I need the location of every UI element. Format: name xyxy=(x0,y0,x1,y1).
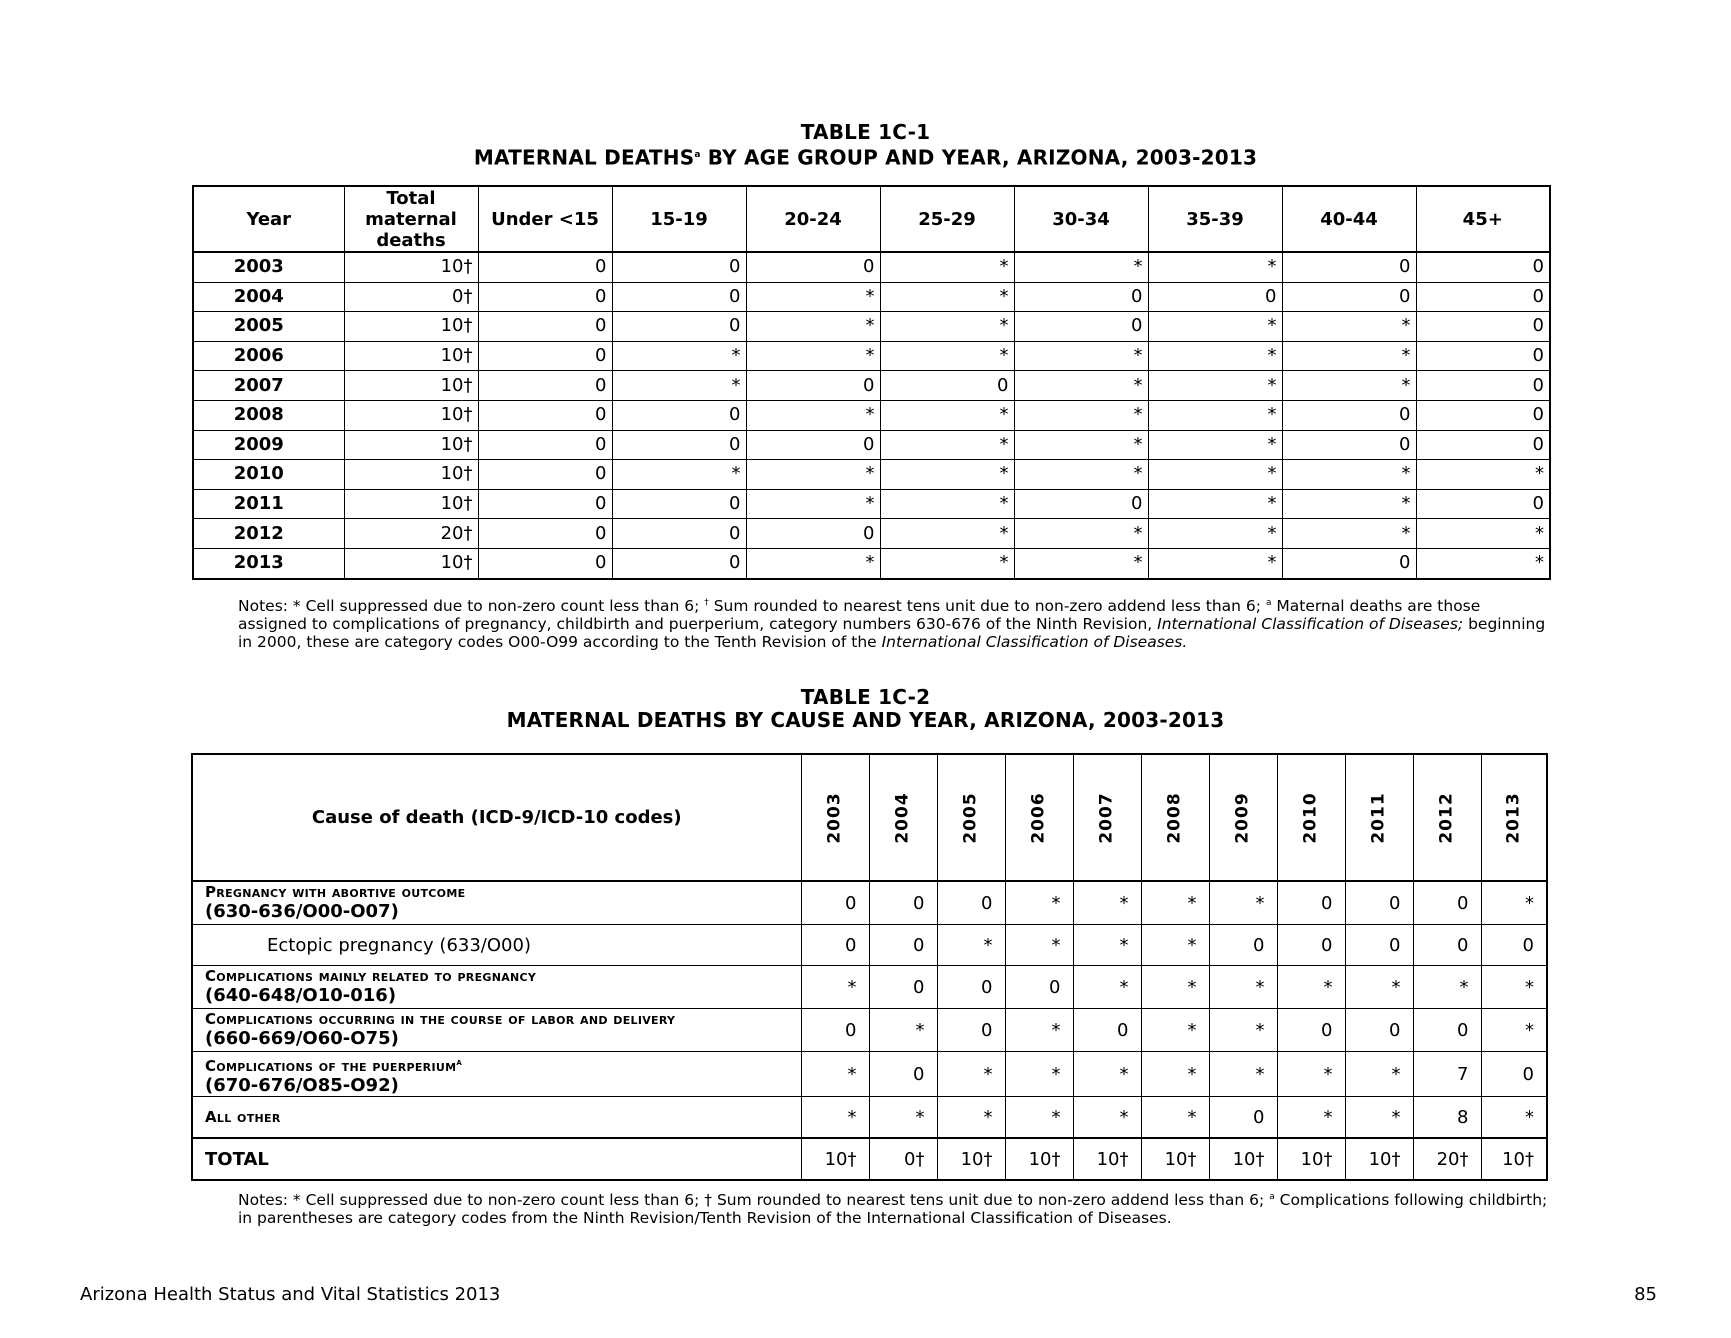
table-cell: * xyxy=(746,460,880,490)
table-cell: 0 xyxy=(801,881,869,925)
total-cell: 10† xyxy=(1005,1138,1073,1180)
table-cell: 0 xyxy=(478,548,612,578)
table-cell: 10† xyxy=(344,341,478,371)
row-year: 2012 xyxy=(193,519,344,549)
cause-label: Complications occurring in the course of labor and delivery (660-669/O60-O75) xyxy=(192,1009,801,1052)
cause-label: Complications mainly related to pregnancy (640-648/O10-016) xyxy=(192,966,801,1009)
year-column-header: 2009 xyxy=(1209,754,1277,881)
table-cell: 0 xyxy=(937,881,1005,925)
cause-label: All other xyxy=(192,1097,801,1139)
table-cell: 0 xyxy=(478,489,612,519)
table-cell: 0 xyxy=(1416,489,1550,519)
total-cell: 10† xyxy=(1209,1138,1277,1180)
table1 xyxy=(192,185,1551,580)
row-year: 2005 xyxy=(193,312,344,342)
table-cell: 0 xyxy=(801,1009,869,1052)
table-cell: * xyxy=(1148,548,1282,578)
table-row xyxy=(193,371,1550,401)
table-cell: 10† xyxy=(344,548,478,578)
table-cell: 0 xyxy=(1277,925,1345,966)
table-cell: * xyxy=(1481,1097,1547,1139)
table-cell: 0 xyxy=(612,548,746,578)
table-cell: * xyxy=(612,341,746,371)
table-cell: * xyxy=(801,1052,869,1097)
table-cell: * xyxy=(612,371,746,401)
table-cell: * xyxy=(937,925,1005,966)
table-cell: 0 xyxy=(612,400,746,430)
table-cell: 0 xyxy=(612,519,746,549)
table-cell: 0 xyxy=(1282,400,1416,430)
table-cell: 0 xyxy=(612,430,746,460)
table-cell: * xyxy=(1005,925,1073,966)
table1-col-header: 30-34 xyxy=(1014,186,1148,252)
table-cell: * xyxy=(1148,430,1282,460)
table-cell: * xyxy=(1014,400,1148,430)
table-cell: * xyxy=(1005,1052,1073,1097)
table-row xyxy=(193,282,1550,312)
table-cell: * xyxy=(880,489,1014,519)
table-cell: * xyxy=(869,1009,937,1052)
table-cell: 0 xyxy=(1345,881,1413,925)
table-cell: 0 xyxy=(612,282,746,312)
cause-label: Pregnancy with abortive outcome (630-636/O00-O07) xyxy=(192,881,801,925)
table-cell: * xyxy=(1282,341,1416,371)
table-cell: * xyxy=(1416,548,1550,578)
table-cell: * xyxy=(1073,881,1141,925)
total-row xyxy=(192,1138,1547,1180)
table-cell: * xyxy=(1141,881,1209,925)
table-cell: * xyxy=(1141,1009,1209,1052)
table-cell: * xyxy=(1481,1009,1547,1052)
table-cell: * xyxy=(1277,1052,1345,1097)
table-cell: * xyxy=(1282,489,1416,519)
table-cell: 0 xyxy=(1282,252,1416,282)
cause-label: Ectopic pregnancy (633/O00) xyxy=(192,925,801,966)
table-cell: * xyxy=(1148,252,1282,282)
table-row xyxy=(192,1097,1547,1139)
table-cell: * xyxy=(1014,371,1148,401)
table-row xyxy=(193,312,1550,342)
table-cell: 0 xyxy=(746,519,880,549)
table-cell: * xyxy=(1481,966,1547,1009)
table-cell: * xyxy=(880,430,1014,460)
table-cell: 0 xyxy=(1282,282,1416,312)
total-cell: 20† xyxy=(1413,1138,1481,1180)
table-cell: * xyxy=(801,966,869,1009)
table-cell: * xyxy=(1345,966,1413,1009)
table-cell: 0 xyxy=(478,430,612,460)
table-cell: 7 xyxy=(1413,1052,1481,1097)
table-cell: 0 xyxy=(1416,312,1550,342)
cause-column-header: Cause of death (ICD-9/ICD-10 codes) xyxy=(192,754,801,881)
table-cell: * xyxy=(612,460,746,490)
table-cell: 0 xyxy=(869,1052,937,1097)
year-column-header: 2005 xyxy=(937,754,1005,881)
table-cell: 0 xyxy=(612,312,746,342)
table-cell: 0 xyxy=(478,519,612,549)
table1-col-header: Under <15 xyxy=(478,186,612,252)
table-row xyxy=(192,881,1547,925)
table-cell: 10† xyxy=(344,312,478,342)
table-cell: * xyxy=(1014,460,1148,490)
table-cell: * xyxy=(1481,881,1547,925)
row-year: 2009 xyxy=(193,430,344,460)
table-cell: * xyxy=(880,282,1014,312)
table-cell: * xyxy=(1345,1052,1413,1097)
year-column-header: 2007 xyxy=(1073,754,1141,881)
table-cell: 0 xyxy=(937,1009,1005,1052)
table1-label: TABLE 1C-1 xyxy=(800,120,931,144)
table-cell: * xyxy=(1148,400,1282,430)
table-cell: * xyxy=(1416,460,1550,490)
year-column-header: 2003 xyxy=(801,754,869,881)
table-cell: * xyxy=(746,400,880,430)
table-cell: * xyxy=(1148,312,1282,342)
table-cell: 0 xyxy=(1416,341,1550,371)
table-row xyxy=(192,1052,1547,1097)
table-row xyxy=(193,400,1550,430)
table-cell: 0 xyxy=(1073,1009,1141,1052)
table-cell: 0 xyxy=(869,925,937,966)
table-row xyxy=(192,1009,1547,1052)
table-cell: 0 xyxy=(869,881,937,925)
table-row xyxy=(192,925,1547,966)
table-cell: 0 xyxy=(1005,966,1073,1009)
table-cell: 10† xyxy=(344,489,478,519)
table-cell: * xyxy=(880,312,1014,342)
table-cell: 0 xyxy=(1481,1052,1547,1097)
table-cell: * xyxy=(1345,1097,1413,1139)
table-cell: 0 xyxy=(746,430,880,460)
table-cell: * xyxy=(1282,312,1416,342)
table1-col-header: Total maternal deaths xyxy=(344,186,478,252)
table-cell: 0 xyxy=(478,371,612,401)
table-cell: 0 xyxy=(612,252,746,282)
footer-title: Arizona Health Status and Vital Statistics 2013 xyxy=(80,1284,501,1305)
table-cell: 10† xyxy=(344,400,478,430)
table1-col-header: 20-24 xyxy=(746,186,880,252)
table-cell: 0 xyxy=(1413,1009,1481,1052)
table-cell: * xyxy=(801,1097,869,1139)
table-cell: 0 xyxy=(1209,1097,1277,1139)
table-cell: 10† xyxy=(344,371,478,401)
table-cell: 0 xyxy=(478,282,612,312)
table-cell: * xyxy=(880,400,1014,430)
table1-col-header: 45+ xyxy=(1416,186,1550,252)
table-cell: * xyxy=(880,548,1014,578)
total-cell: 10† xyxy=(1073,1138,1141,1180)
total-cell: 10† xyxy=(937,1138,1005,1180)
total-label: TOTAL xyxy=(192,1138,801,1180)
table-cell: * xyxy=(1014,548,1148,578)
table1-col-header: 15-19 xyxy=(612,186,746,252)
row-year: 2004 xyxy=(193,282,344,312)
table-cell: 0 xyxy=(1014,312,1148,342)
table-cell: * xyxy=(1014,252,1148,282)
table-row xyxy=(193,252,1550,282)
table2 xyxy=(191,753,1548,1181)
table-cell: * xyxy=(880,519,1014,549)
cause-label: Complications of the puerperium$^a$ (670-676/O85-O92) xyxy=(192,1052,801,1097)
table1-col-header: 25-29 xyxy=(880,186,1014,252)
table-cell: * xyxy=(1148,489,1282,519)
row-year: 2003 xyxy=(193,252,344,282)
table-cell: * xyxy=(880,460,1014,490)
table-cell: 0 xyxy=(801,925,869,966)
table-cell: * xyxy=(1416,519,1550,549)
table-cell: 0 xyxy=(1416,282,1550,312)
table-row xyxy=(193,341,1550,371)
table-cell: * xyxy=(1282,519,1416,549)
table-cell: * xyxy=(1073,1052,1141,1097)
table-cell: * xyxy=(1141,1097,1209,1139)
table-cell: 0 xyxy=(1416,430,1550,460)
year-column-header: 2010 xyxy=(1277,754,1345,881)
table-cell: 0 xyxy=(746,252,880,282)
year-column-header: 2004 xyxy=(869,754,937,881)
row-year: 2011 xyxy=(193,489,344,519)
total-cell: 0† xyxy=(869,1138,937,1180)
table-cell: 0 xyxy=(478,252,612,282)
table-cell: 0† xyxy=(344,282,478,312)
table-cell: * xyxy=(869,1097,937,1139)
table-cell: 0 xyxy=(1282,430,1416,460)
table-cell: 0 xyxy=(937,966,1005,1009)
table-cell: 0 xyxy=(1345,925,1413,966)
table-cell: 0 xyxy=(1345,1009,1413,1052)
table-cell: 0 xyxy=(478,460,612,490)
table-cell: 0 xyxy=(478,400,612,430)
table1-col-header: 40-44 xyxy=(1282,186,1416,252)
table-cell: * xyxy=(937,1052,1005,1097)
table2-notes: Notes: * Cell suppressed due to non-zero count less than 6; † Sum rounded to nearest tens unit due to non-zero addend less than 6; $^a$ Complications following childbirth; in parentheses are category codes from the Ninth Revision/Tenth Revision of the International Classification of Diseases. xyxy=(238,1191,1548,1228)
table-cell: * xyxy=(1073,1097,1141,1139)
year-column-header: 2011 xyxy=(1345,754,1413,881)
table-cell: 10† xyxy=(344,460,478,490)
table-cell: 0 xyxy=(1413,925,1481,966)
table-cell: 0 xyxy=(1148,282,1282,312)
table-cell: 0 xyxy=(1014,282,1148,312)
row-year: 2006 xyxy=(193,341,344,371)
table-cell: * xyxy=(1277,1097,1345,1139)
total-cell: 10† xyxy=(801,1138,869,1180)
table-cell: 20† xyxy=(344,519,478,549)
table-cell: 0 xyxy=(1413,881,1481,925)
table-cell: * xyxy=(746,282,880,312)
table-cell: 0 xyxy=(1282,548,1416,578)
table-cell: * xyxy=(1073,925,1141,966)
table-cell: * xyxy=(1005,881,1073,925)
table-cell: 0 xyxy=(880,371,1014,401)
table-cell: * xyxy=(1277,966,1345,1009)
total-cell: 10† xyxy=(1141,1138,1209,1180)
table-cell: * xyxy=(1209,1052,1277,1097)
table-cell: 8 xyxy=(1413,1097,1481,1139)
table-cell: 0 xyxy=(1416,400,1550,430)
table-row xyxy=(193,519,1550,549)
year-column-header: 2008 xyxy=(1141,754,1209,881)
table-cell: 0 xyxy=(1481,925,1547,966)
table-row xyxy=(192,966,1547,1009)
table-cell: * xyxy=(746,312,880,342)
table-cell: 0 xyxy=(1416,371,1550,401)
table-cell: * xyxy=(1014,430,1148,460)
table-cell: * xyxy=(1282,371,1416,401)
table-cell: * xyxy=(1141,966,1209,1009)
table-cell: * xyxy=(746,548,880,578)
table-cell: * xyxy=(1148,460,1282,490)
table-cell: * xyxy=(1141,1052,1209,1097)
table-cell: * xyxy=(1209,881,1277,925)
table-cell: 0 xyxy=(1277,1009,1345,1052)
table-cell: * xyxy=(746,489,880,519)
table-cell: * xyxy=(1014,519,1148,549)
row-year: 2010 xyxy=(193,460,344,490)
table1-title: MATERNAL DEATHS$^a$ BY AGE GROUP AND YEAR, ARIZONA, 2003-2013 xyxy=(473,145,1258,170)
table-cell: * xyxy=(1005,1097,1073,1139)
table-cell: * xyxy=(1148,519,1282,549)
table-cell: * xyxy=(1141,925,1209,966)
row-year: 2007 xyxy=(193,371,344,401)
table-row xyxy=(193,460,1550,490)
table-cell: * xyxy=(937,1097,1005,1139)
table-cell: 0 xyxy=(478,312,612,342)
table-cell: * xyxy=(880,341,1014,371)
table-cell: * xyxy=(1209,966,1277,1009)
table2-title: MATERNAL DEATHS BY CAUSE AND YEAR, ARIZONA, 2003-2013 xyxy=(506,708,1225,732)
total-cell: 10† xyxy=(1481,1138,1547,1180)
table-cell: * xyxy=(1005,1009,1073,1052)
table-cell: 0 xyxy=(612,489,746,519)
page-number: 85 xyxy=(1634,1284,1657,1305)
table-row xyxy=(193,430,1550,460)
table-cell: * xyxy=(746,341,880,371)
year-column-header: 2006 xyxy=(1005,754,1073,881)
table-cell: * xyxy=(1014,341,1148,371)
total-cell: 10† xyxy=(1277,1138,1345,1180)
table-cell: 0 xyxy=(1416,252,1550,282)
row-year: 2013 xyxy=(193,548,344,578)
table-cell: * xyxy=(880,252,1014,282)
table1-col-header: Year xyxy=(193,186,344,252)
table-cell: 0 xyxy=(869,966,937,1009)
table-cell: * xyxy=(1209,1009,1277,1052)
table1-col-header: 35-39 xyxy=(1148,186,1282,252)
table-cell: * xyxy=(1413,966,1481,1009)
table-row xyxy=(193,489,1550,519)
table-cell: * xyxy=(1282,460,1416,490)
table-cell: 0 xyxy=(746,371,880,401)
table-row xyxy=(193,548,1550,578)
row-year: 2008 xyxy=(193,400,344,430)
table1-notes: Notes: * Cell suppressed due to non-zero count less than 6; † Sum rounded to nearest tens unit due to non-zero addend less than 6; $^a$ Maternal deaths are those assigned to complications of pregnancy, childbirth and puerperium, category numbers 630-676 of the Ninth Revision, International Classification of Diseases; beginning in 2000, these are category codes O00-O99 according to the Tenth Revision of the International Classification of Diseases. xyxy=(238,597,1546,652)
table-cell: 10† xyxy=(344,430,478,460)
table2-label: TABLE 1C-2 xyxy=(800,685,931,709)
year-column-header: 2013 xyxy=(1481,754,1547,881)
table-cell: 0 xyxy=(478,341,612,371)
table-cell: * xyxy=(1148,341,1282,371)
table-cell: 10† xyxy=(344,252,478,282)
table-cell: 0 xyxy=(1209,925,1277,966)
table-cell: 0 xyxy=(1014,489,1148,519)
table-cell: * xyxy=(1073,966,1141,1009)
table-cell: * xyxy=(1148,371,1282,401)
total-cell: 10† xyxy=(1345,1138,1413,1180)
table-cell: 0 xyxy=(1277,881,1345,925)
year-column-header: 2012 xyxy=(1413,754,1481,881)
